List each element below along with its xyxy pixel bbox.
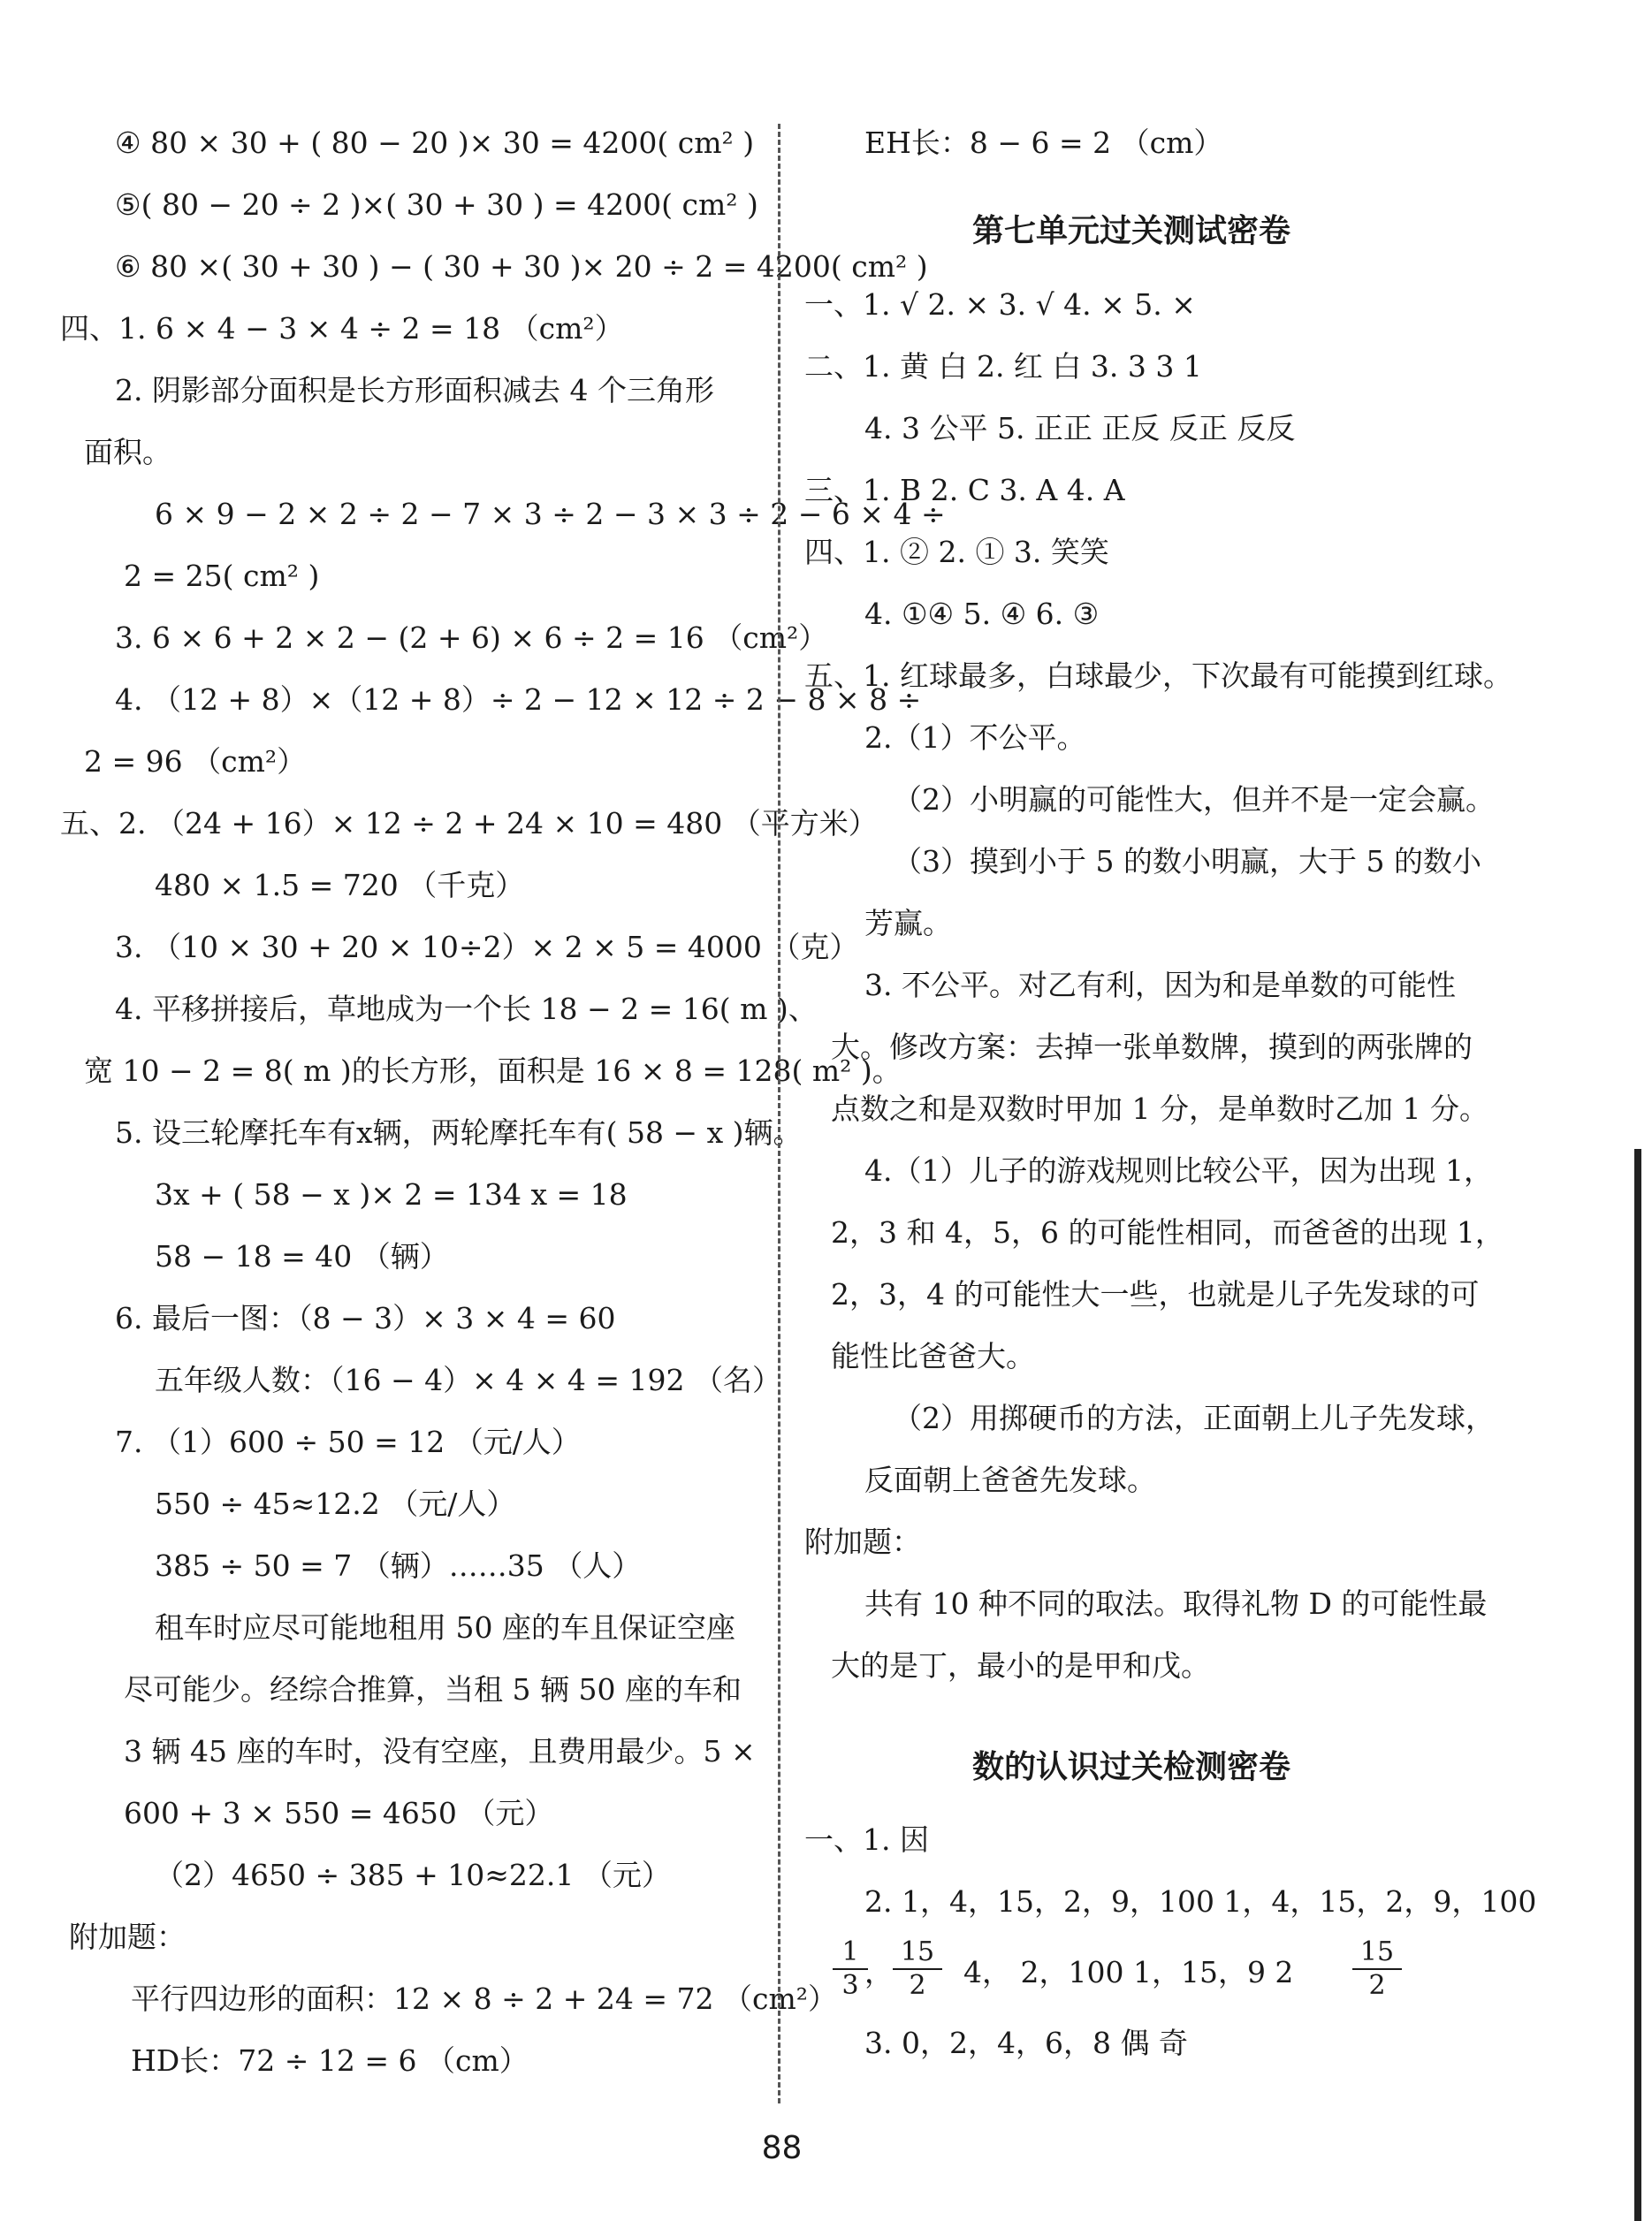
answer-line: 大的是丁，最小的是甲和戊。 [831,1648,1210,1683]
answer-line: 6 × 9 − 2 × 2 ÷ 2 − 7 × 3 ÷ 2 − 3 × 3 ÷ 2 − 6 × 4 ÷ [155,497,946,531]
answer-line: 2，3，4 的可能性大一些，也就是儿子先发球的可 [831,1277,1480,1312]
answer-line: 能性比爸爸大。 [831,1339,1035,1373]
answer-line: 4.（1）儿子的游戏规则比较公平，因为出现 1， [864,1153,1493,1188]
answer-line: 2. 阴影部分面积是长方形面积减去 4 个三角形 [115,373,714,407]
answer-line: 58 − 18 = 40 （辆） [155,1239,449,1274]
answer-line: 点数之和是双数时甲加 1 分，是单数时乙加 1 分。 [831,1091,1488,1126]
answer-line: ⑥ 80 ×( 30 + 30 ) − ( 30 + 30 )× 20 ÷ 2 = 4200( cm² ) [115,249,928,284]
answer-line: 385 ÷ 50 = 7 （辆）……35 （人） [155,1548,642,1583]
answer-line: 4. 平移拼接后，草地成为一个长 18 − 2 = 16( m )、 [115,992,818,1026]
fraction-numerator: 1 [841,1936,859,1967]
answer-line: （2）用掷硬币的方法，正面朝上儿子先发球， [893,1401,1495,1435]
answer-line: （2）4650 ÷ 385 + 10≈22.1 （元） [155,1858,671,1892]
answer-line: 五年级人数：（16 − 4）× 4 × 4 = 192 （名） [155,1363,781,1397]
answer-line: 一、1. √ 2. × 3. √ 4. × 5. × [804,287,1196,322]
fraction-fifteen-halves [1352,1937,1402,2001]
answer-line: 2 = 96 （cm²） [84,744,307,779]
answer-line: 面积。 [84,435,171,469]
answer-line: 2.（1）不公平。 [864,720,1086,755]
answer-line: 三、1. B 2. C 3. A 4. A [804,473,1125,507]
answer-line: 7. （1）600 ÷ 50 = 12 （元/人） [115,1425,581,1459]
fraction-one-third [833,1937,868,2001]
answer-line: （2）小明赢的可能性大，但并不是一定会赢。 [893,782,1495,817]
fraction-separator: ， [864,1955,894,1989]
answer-line: 2 = 25( cm² ) [124,559,320,593]
answer-line: 宽 10 − 2 = 8( m )的长方形，面积是 16 × 8 = 128( m² )。 [84,1053,902,1088]
answer-line: （3）摸到小于 5 的数小明赢，大于 5 的数小 [893,844,1481,879]
section-heading: 数的认识过关检测密卷 [972,1749,1291,1785]
answer-line: 3. （10 × 30 + 20 × 10÷2）× 2 × 5 = 4000 （克） [115,930,859,964]
answer-line: 平行四边形的面积：12 × 8 ÷ 2 + 24 = 72 （cm²） [131,1981,837,2016]
answer-line: 480 × 1.5 = 720 （千克） [155,868,525,902]
answer-line: 附加题： [69,1920,186,1954]
fraction-numerator: 15 [900,1936,935,1967]
answer-line: 尽可能少。经综合推算，当租 5 辆 50 座的车和 [124,1672,742,1707]
answer-line: 二、1. 黄 白 2. 红 白 3. 3 3 1 [804,349,1202,384]
answer-line: 4. （12 + 8）×（12 + 8）÷ 2 − 12 × 12 ÷ 2 − 8 × 8 ÷ [115,682,922,717]
answer-line: 四、1. 6 × 4 − 3 × 4 ÷ 2 = 18 （cm²） [60,311,624,346]
answer-line: 3. 0，2，4，6，8 偶 奇 [864,2026,1188,2060]
answer-line: 3. 6 × 6 + 2 × 2 − (2 + 6) × 6 ÷ 2 = 16 （cm²） [115,620,828,655]
fraction-denominator: 3 [841,1970,859,2001]
answer-line: ⑤( 80 − 20 ÷ 2 )×( 30 + 30 ) = 4200( cm² ) [115,187,758,222]
answer-line: 550 ÷ 45≈12.2 （元/人） [155,1487,516,1521]
answer-line: 3x + ( 58 − x )× 2 = 134 x = 18 [155,1177,628,1212]
answer-line: 大。修改方案：去掉一张单数牌，摸到的两张牌的 [831,1030,1473,1064]
column-divider [778,124,780,2103]
answer-line: 2. 1，4，15，2，9，100 1，4，15，2，9，100 [864,1884,1537,1919]
answer-line: 一、1. 因 [804,1822,929,1857]
answer-line: 2，3 和 4，5，6 的可能性相同，而爸爸的出现 1， [831,1215,1504,1250]
answer-line: 600 + 3 × 550 = 4650 （元） [124,1796,554,1830]
fraction-fifteen-halves [893,1937,942,2001]
fraction-numerator: 15 [1359,1936,1395,1967]
answer-line: EH长：8 − 6 = 2 （cm） [864,126,1223,160]
answer-line: HD长：72 ÷ 12 = 6 （cm） [131,2043,529,2078]
fraction-denominator: 2 [909,1970,926,2001]
answer-line: 五、1. 红球最多，白球最少，下次最有可能摸到红球。 [804,658,1512,693]
answer-line: 反面朝上爸爸先发球。 [864,1463,1156,1497]
answer-line: 3. 不公平。对乙有利，因为和是单数的可能性 [864,968,1456,1002]
answer-line: 附加题： [804,1525,921,1559]
answer-line: 3 辆 45 座的车时，没有空座，且费用最少。5 × [124,1734,756,1768]
answer-line: 芳赢。 [864,906,952,940]
page-number: 88 [761,2130,803,2166]
answer-line: 五、2. （24 + 16）× 12 ÷ 2 + 24 × 10 = 480 （平方米） [60,806,878,840]
answer-line: 4， 2，100 1，15，9 2 [963,1955,1294,1989]
answer-line: 4. 3 公平 5. 正正 正反 反正 反反 [864,411,1296,445]
answer-line: 四、1. ② 2. ① 3. 笑笑 [804,535,1109,569]
answer-line: 共有 10 种不同的取法。取得礼物 D 的可能性最 [864,1586,1488,1621]
fraction-denominator: 2 [1368,1970,1386,2001]
answer-line: 租车时应尽可能地租用 50 座的车且保证空座 [155,1610,735,1645]
answer-line: 5. 设三轮摩托车有x辆，两轮摩托车有( 58 − x )辆。 [115,1115,803,1150]
section-heading: 第七单元过关测试密卷 [972,213,1291,249]
answer-line: 6. 最后一图：（8 − 3）× 3 × 4 = 60 [115,1301,616,1335]
answer-line: 4. ①④ 5. ④ 6. ③ [864,597,1100,631]
answer-line: ④ 80 × 30 + ( 80 − 20 )× 30 = 4200( cm² ) [115,126,755,160]
scan-edge-shadow [1634,1149,1641,2221]
